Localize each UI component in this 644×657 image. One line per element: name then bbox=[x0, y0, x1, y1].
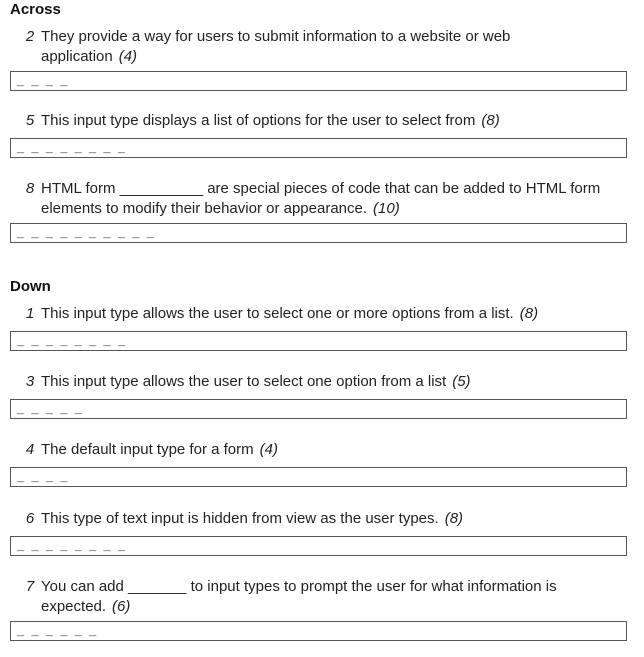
clue-length: (10) bbox=[373, 200, 400, 217]
clue-number: 6 bbox=[25, 510, 35, 527]
answer-blanks: _ _ _ _ _ _ _ _ bbox=[17, 540, 126, 554]
answer-blanks: _ _ _ _ bbox=[17, 75, 68, 89]
clue-text: You can add _______ to input types to prompt the user for what information is expected. (6) bbox=[41, 578, 557, 615]
answer-blanks: _ _ _ _ _ bbox=[17, 403, 82, 417]
down-heading: Down bbox=[10, 278, 51, 295]
clue-number: 8 bbox=[25, 180, 35, 197]
down-clue-6 bbox=[10, 509, 610, 529]
answer-field-down-3[interactable] bbox=[10, 399, 627, 419]
clue-length: (8) bbox=[444, 510, 464, 527]
answer-blanks: _ _ _ _ _ _ _ _ bbox=[17, 142, 126, 156]
answer-blanks: _ _ _ _ _ _ _ _ bbox=[17, 335, 126, 349]
clue-text: This input type allows the user to select one option from a list (5) bbox=[41, 373, 471, 390]
clue-number: 2 bbox=[25, 28, 35, 45]
across-heading: Across bbox=[10, 1, 61, 18]
clue-text: The default input type for a form (4) bbox=[41, 441, 278, 458]
down-clue-1 bbox=[10, 304, 610, 324]
answer-blanks: _ _ _ _ _ _ bbox=[17, 625, 97, 639]
clue-number: 3 bbox=[25, 373, 35, 390]
clue-number: 1 bbox=[25, 305, 35, 322]
down-clue-4 bbox=[10, 440, 610, 460]
answer-field-down-6[interactable] bbox=[10, 536, 627, 556]
answer-field-down-4[interactable] bbox=[10, 467, 627, 487]
clue-length: (8) bbox=[481, 112, 500, 129]
clue-number: 5 bbox=[25, 112, 35, 129]
clue-length: (8) bbox=[519, 305, 539, 322]
answer-field-across-2[interactable] bbox=[10, 71, 627, 91]
answer-field-down-1[interactable] bbox=[10, 331, 627, 351]
answer-field-across-5[interactable] bbox=[10, 138, 627, 158]
clue-number: 4 bbox=[25, 441, 35, 458]
clue-number: 7 bbox=[25, 578, 35, 595]
clue-text: They provide a way for users to submit information to a website or web application (4) bbox=[41, 28, 511, 65]
clue-text: This input type allows the user to select one or more options from a list. (8) bbox=[41, 305, 539, 322]
answer-blanks: _ _ _ _ _ _ _ _ _ _ bbox=[17, 227, 154, 241]
answer-field-down-7[interactable] bbox=[10, 621, 627, 641]
across-clue-5 bbox=[10, 111, 610, 131]
clue-length: (4) bbox=[118, 48, 138, 65]
clue-text: HTML form __________ are special pieces of code that can be added to HTML form elements to modify their behavior or appearance. (10) bbox=[41, 180, 601, 217]
clue-length: (6) bbox=[112, 598, 131, 615]
clue-length: (4) bbox=[259, 441, 278, 458]
across-clue-2 bbox=[10, 27, 610, 67]
clue-length: (5) bbox=[452, 373, 471, 390]
down-clue-7 bbox=[10, 577, 610, 617]
clue-text: This type of text input is hidden from view as the user types. (8) bbox=[41, 510, 464, 527]
clue-text: This input type displays a list of options for the user to select from (8) bbox=[41, 112, 500, 129]
answer-field-across-8[interactable] bbox=[10, 223, 627, 243]
across-clue-8 bbox=[10, 179, 610, 219]
answer-blanks: _ _ _ _ bbox=[17, 471, 68, 485]
down-clue-3 bbox=[10, 372, 610, 392]
